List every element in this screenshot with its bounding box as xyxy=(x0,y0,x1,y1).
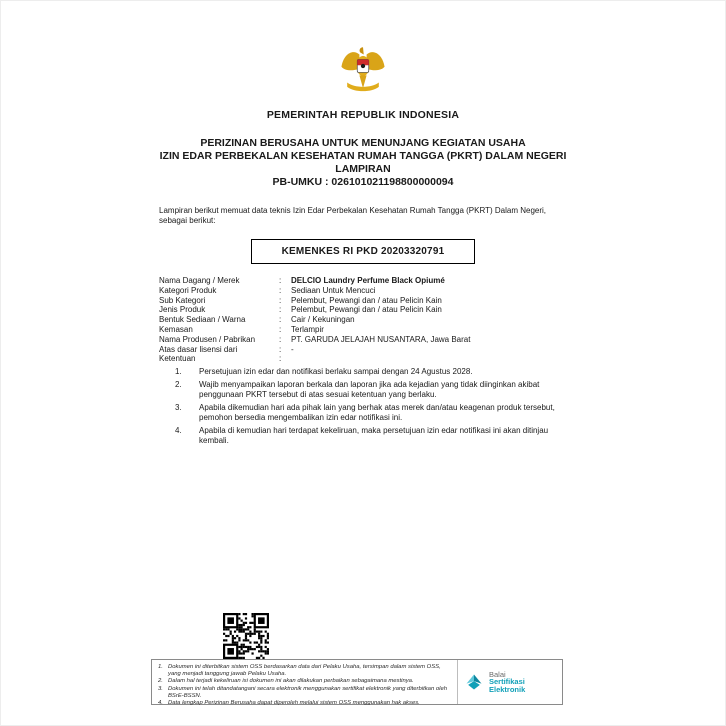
field-row-atas-dasar-lisensi xyxy=(159,345,567,355)
ketentuan-text: Apabila di kemudian hari terdapat kekeliruan, maka persetujuan izin edar notifikasi ini akan ditinjau kembali. xyxy=(199,426,549,446)
field-row-nama-dagang xyxy=(159,276,567,286)
footer-note-text: Dalam hal terjadi kekeliruan isi dokumen ini akan dilakukan perbaikan sebagaimana mestinya. xyxy=(168,678,414,685)
footer-note xyxy=(158,686,451,700)
field-colon: : xyxy=(279,354,282,364)
field-colon: : xyxy=(279,285,282,295)
intro-paragraph: Lampiran berikut memuat data teknis Izin Edar Perbekalan Kesehatan Rumah Tangga (PKRT) Dalam Negeri, sebagai berikut: xyxy=(159,206,547,225)
footer-notes xyxy=(152,660,457,707)
pb-umku-number: PB-UMKU : 026101021198800000094 xyxy=(272,176,454,188)
footer-note xyxy=(158,664,451,678)
field-row-sub-kategori xyxy=(159,296,567,306)
document-title-block xyxy=(159,137,567,189)
ketentuan-item xyxy=(159,367,567,377)
qr-code xyxy=(223,613,269,659)
title-line-2: IZIN EDAR PERBEKALAN KESEHATAN RUMAH TANGGA (PKRT) DALAM NEGERI xyxy=(159,150,567,162)
bsre-logo xyxy=(457,660,562,704)
field-label: Atas dasar lisensi dari xyxy=(159,344,238,354)
footer-note-number: 4. xyxy=(158,700,163,707)
bsre-logo-line2: Sertifikasi xyxy=(489,677,525,687)
field-label: Ketentuan xyxy=(159,354,196,364)
field-colon: : xyxy=(279,315,282,325)
certificate-number-box: KEMENKES RI PKD 20203320791 xyxy=(251,239,476,264)
ketentuan-text: Wajib menyampaikan laporan berkala dan laporan jika ada kejadian yang tidak diinginkan akibat penggunaan PKRT tersebut di atas sesuai ketentuan yang berlaku. xyxy=(199,380,540,400)
field-colon: : xyxy=(279,324,282,334)
field-row-nama-produsen xyxy=(159,335,567,345)
ketentuan-list xyxy=(159,367,567,446)
ketentuan-number: 2. xyxy=(175,380,182,390)
ketentuan-number: 3. xyxy=(175,403,182,413)
field-value: PT. GARUDA JELAJAH NUSANTARA, Jawa Barat xyxy=(291,334,471,344)
field-colon: : xyxy=(279,305,282,315)
field-label: Kemasan xyxy=(159,324,193,334)
footer-note-text: Dokumen ini telah ditandatangani secara elektronik menggunakan sertifikat elektronik yang diterbitkan oleh BSrE-BSSN. xyxy=(168,685,447,699)
field-colon: : xyxy=(279,334,282,344)
footer-note-number: 2. xyxy=(158,678,163,685)
field-value: Pelembut, Pewangi dan / atau Pelicin Kain xyxy=(291,295,442,305)
footer-note-number: 1. xyxy=(158,664,163,670)
bsre-logo-icon xyxy=(464,672,484,692)
field-row-kategori-produk xyxy=(159,286,567,296)
government-name: PEMERINTAH REPUBLIK INDONESIA xyxy=(266,109,460,121)
field-colon: : xyxy=(279,276,282,285)
field-label: Jenis Produk xyxy=(159,305,206,315)
ketentuan-item xyxy=(159,380,567,400)
field-value: Cair / Kekuningan xyxy=(291,315,355,325)
bsre-logo-line1: Balai xyxy=(489,669,506,679)
ketentuan-number: 4. xyxy=(175,426,182,436)
footer-note xyxy=(158,700,451,707)
data-fields xyxy=(159,276,567,364)
field-row-ketentuan xyxy=(159,354,567,364)
field-colon: : xyxy=(279,295,282,305)
field-value: Terlampir xyxy=(291,324,324,334)
footer-note-text: Data lengkap Perizinan Berusaha dapat diperoleh melalui sistem OSS menggunakan hak akses. xyxy=(168,700,420,707)
qr-code-icon xyxy=(223,613,269,659)
footer-note xyxy=(158,678,451,685)
field-value: Pelembut, Pewangi dan / atau Pelicin Kain xyxy=(291,305,442,315)
document-body xyxy=(159,109,567,446)
ketentuan-number: 1. xyxy=(175,367,182,377)
field-row-kemasan xyxy=(159,325,567,335)
footer-note-text: Dokumen ini diterbitkan sistem OSS berdasarkan data dari Pelaku Usaha, tersimpan dalam sistem OSS, yang menjadi tanggung jawab Pelaku Usaha. xyxy=(168,664,441,678)
field-row-jenis-produk xyxy=(159,305,567,315)
garuda-icon xyxy=(340,45,386,97)
field-label: Nama Produsen / Pabrikan xyxy=(159,334,256,344)
field-value: DELCIO Laundry Perfume Black Opiumé xyxy=(291,276,445,285)
ketentuan-text: Persetujuan izin edar dan notifikasi berlaku sampai dengan 24 Agustus 2028. xyxy=(199,367,473,377)
field-value: - xyxy=(291,344,294,354)
footer-disclaimer-box xyxy=(151,659,563,705)
bsre-logo-line3: Elektronik xyxy=(489,684,526,694)
garuda-pancasila-emblem xyxy=(340,45,386,102)
field-colon: : xyxy=(279,344,282,354)
title-line-1: PERIZINAN BERUSAHA UNTUK MENUNJANG KEGIATAN USAHA xyxy=(200,137,526,149)
ketentuan-item xyxy=(159,426,567,446)
field-label: Kategori Produk xyxy=(159,285,217,295)
field-row-bentuk-sediaan xyxy=(159,315,567,325)
field-label: Nama Dagang / Merek xyxy=(159,276,240,285)
field-label: Bentuk Sediaan / Warna xyxy=(159,315,246,325)
field-label: Sub Kategori xyxy=(159,295,206,305)
ketentuan-text: Apabila dikemudian hari ada pihak lain yang berhak atas merek dan/atau keagenan produk tersebut, pemohon bersedia mengembalikan izin edar notifikasi ini. xyxy=(199,403,555,423)
ketentuan-item xyxy=(159,403,567,423)
title-line-3: LAMPIRAN xyxy=(335,163,391,175)
bsre-logo-text xyxy=(489,671,525,694)
footer-note-number: 3. xyxy=(158,685,163,692)
field-value: Sediaan Untuk Mencuci xyxy=(291,285,376,295)
